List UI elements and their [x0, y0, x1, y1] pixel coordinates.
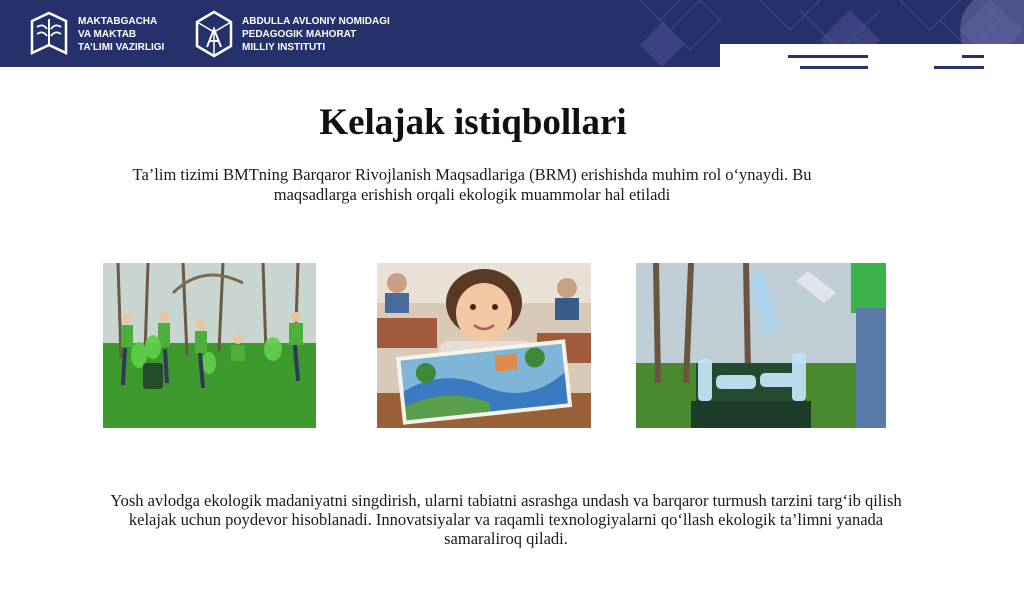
ministry-line-3: TA’LIMI VAZIRLIGI: [78, 41, 165, 53]
ministry-line-1: MAKTABGACHA: [78, 15, 158, 27]
institute-name: [242, 15, 390, 54]
decor-dash: [962, 55, 984, 58]
institute-line-3: MILLIY INSTITUTI: [242, 41, 326, 53]
ministry-logo: [28, 9, 164, 59]
photo-child-drawing: [377, 263, 591, 428]
ministry-name: [78, 15, 164, 54]
decor-dash: [788, 55, 868, 58]
header-band: [0, 0, 1024, 67]
slide-title: Kelajak istiqbollari: [319, 102, 627, 143]
institute-logo: [194, 9, 390, 59]
book-emblem-icon: [28, 9, 70, 59]
photo-volunteers-cleaning: [103, 263, 316, 428]
institute-line-1: ABDULLA AVLONIY NOMIDAGI: [242, 15, 390, 27]
decor-dash: [934, 66, 984, 69]
cube-emblem-icon: [194, 9, 234, 59]
outro-paragraph: Yosh avlodga ekologik madaniyatni singdirish, ularni tabiatni asrashga undash va barqaror turmush tarzini targ‘ib qilish kelajak uchun poydevor hisoblanadi. Innovatsiyalar va raqamli texnologiyalarni qo‘llash ekologik ta’limni yanada samaraliroq qiladi.: [110, 491, 902, 548]
photo-recycling-bottles: [636, 263, 886, 428]
ministry-line-2: VA MAKTAB: [78, 28, 137, 40]
intro-paragraph: Ta’lim tizimi BMTning Barqaror Rivojlanish Maqsadlariga (BRM) erishishda muhim rol o‘ynaydi. Bu maqsadlarga erishish orqali ekologik muammolar hal etiladi: [132, 165, 812, 204]
institute-line-2: PEDAGOGIK MAHORAT: [242, 28, 357, 40]
decor-dash: [800, 66, 868, 69]
